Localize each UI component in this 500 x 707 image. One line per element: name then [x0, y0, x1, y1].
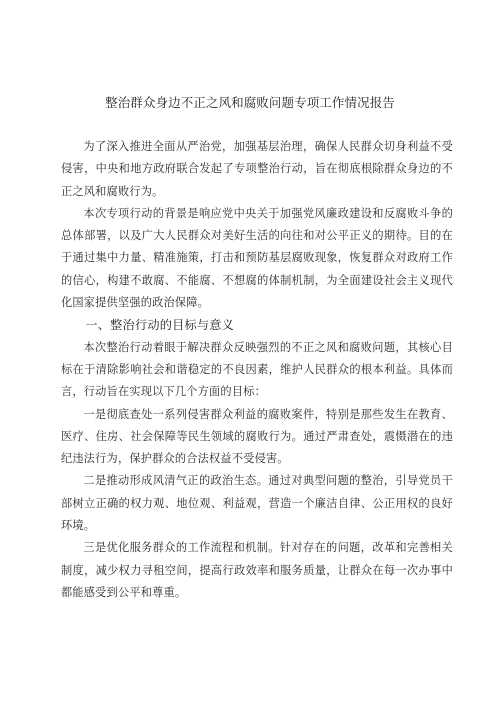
section-heading-goals: 一、整治行动的目标与意义	[85, 318, 235, 333]
document-body	[61, 136, 453, 604]
section-paragraph-3: 二是推动形成风清气正的政治生态。通过对典型问题的整治，引导党员干部树立正确的权力观、地位观、利益观，营造一个廉洁自律、公正用权的良好环境。	[61, 474, 453, 533]
intro-paragraph-1: 为了深入推进全面从严治党，加强基层治理，确保人民群众切身利益不受侵害，中央和地方政府联合发起了专项整治行动，旨在彻底根除群众身边的不正之风和腐败行为。	[61, 140, 453, 198]
section-paragraph-1: 本次整治行动着眼于解决群众反映强烈的不正之风和腐败问题，其核心目标在于清除影响社会和谐稳定的不良因素，维护人民群众的根本利益。具体而言，行动旨在实现以下几个方面的目标：	[61, 340, 453, 399]
intro-paragraph-2: 本次专项行动的背景是响应党中央关于加强党风廉政建设和反腐败斗争的总体部署，以及广大人民群众对美好生活的向往和对公平正义的期待。目的在于通过集中力量、精准施策，打击和预防基层腐败现象，恢复群众对政府工作的信心，构建不敢腐、不能腐、不想腐的体制机制，为全面建设社会主义现代化国家提供坚强的政治保障。	[61, 206, 453, 310]
section-paragraph-4: 三是优化服务群众的工作流程和机制。针对存在的问题，改革和完善相关制度，减少权力寻租空间，提高行政效率和服务质量，让群众在每一次办事中都能感受到公平和尊重。	[61, 541, 453, 599]
section-paragraph-2: 一是彻底查处一系列侵害群众利益的腐败案件，特别是那些发生在教育、医疗、住房、社会保障等民生领域的腐败行为。通过严肃查处，震慑潜在的违纪违法行为，保护群众的合法权益不受侵害。	[61, 407, 453, 466]
document-title: 整治群众身边不正之风和腐败问题专项工作情况报告	[105, 95, 395, 110]
